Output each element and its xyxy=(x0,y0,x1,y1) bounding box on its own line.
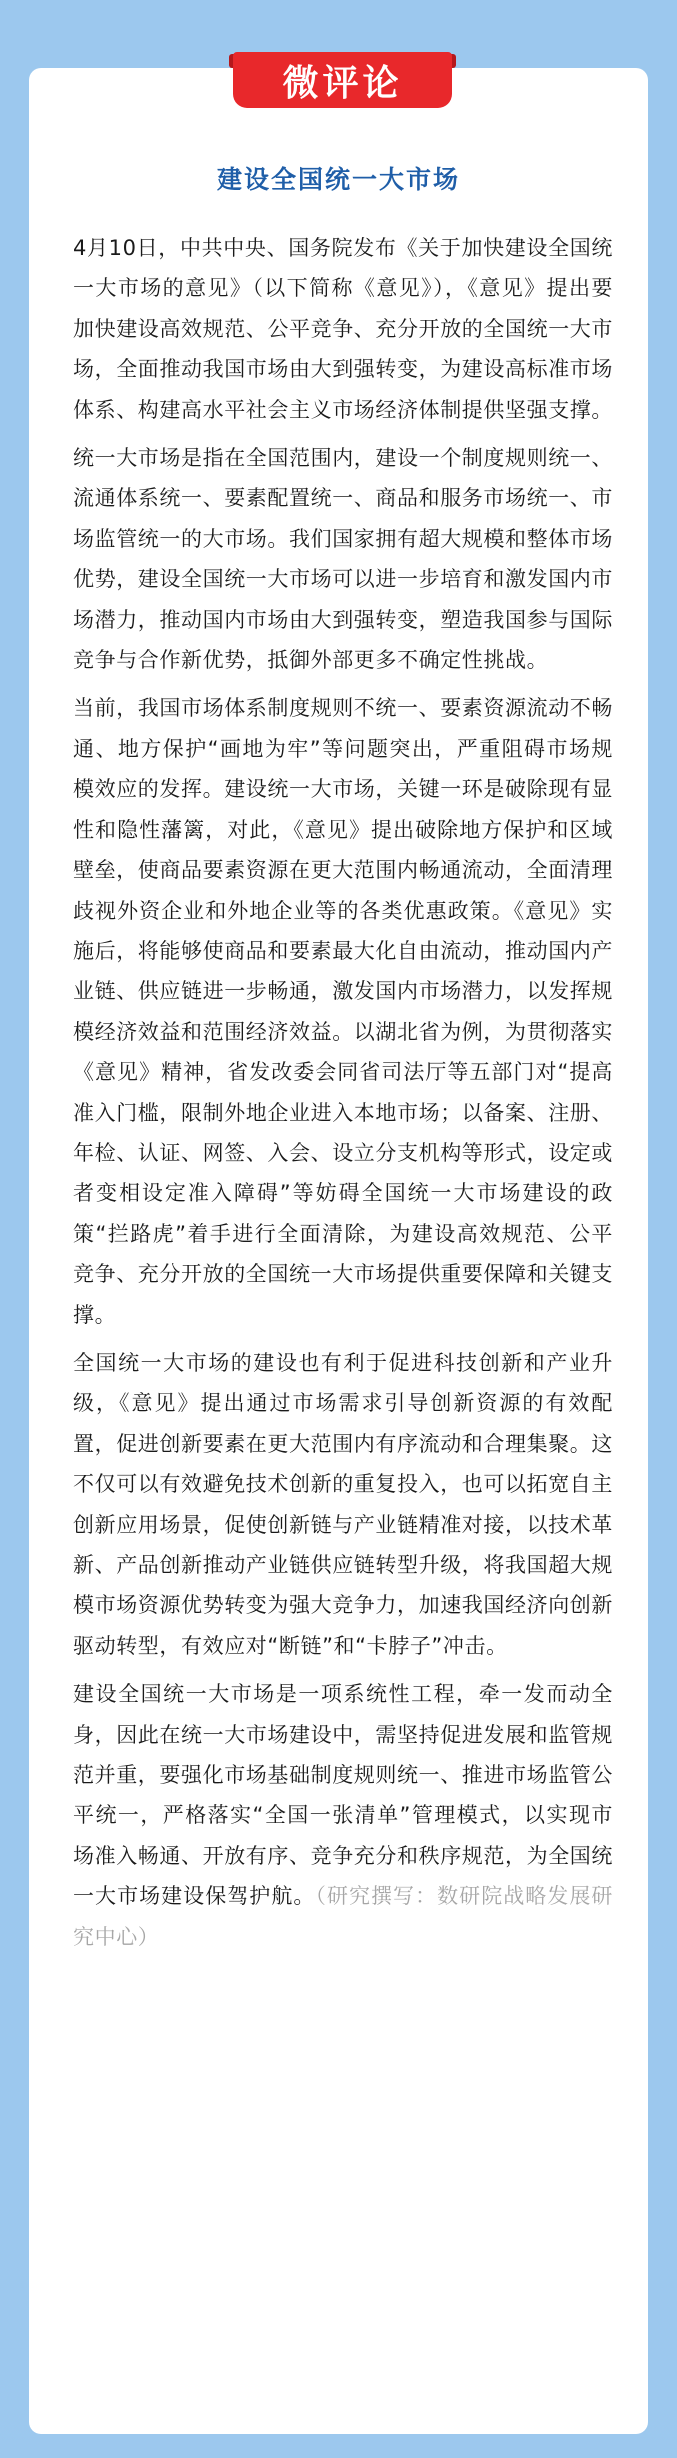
paragraph-3: 当前，我国市场体系制度规则不统一、要素资源流动不畅通、地方保护“画地为牢”等问题突出，严重阻碍市场规模效应的发挥。建设统一大市场，关键一环是破除现有显性和隐性藩篱，对此，《意见》提出破除地方保护和区域壁垒，使商品要素资源在更大范围内畅通流动，全面清理歧视外资企业和外地企业等的各类优惠政策。《意见》实施后，将能够使商品和要素最大化自由流动，推动国内产业链、供应链进一步畅通，激发国内市场潜力，以发挥规模经济效益和范围经济效益。以湖北省为例，为贯彻落实《意见》精神，省发改委会同省司法厅等五部门对“提高准入门槛，限制外地企业进入本地市场；以备案、注册、年检、认证、网签、入会、设立分支机构等形式，设定或者变相设定准入障碍”等妨碍全国统一大市场建设的政策“拦路虎”着手进行全面清除，为建设高效规范、公平竞争、充分开放的全国统一大市场提供重要保障和关键支撑。 xyxy=(73,696,613,1327)
banner-label: 微评论 xyxy=(282,62,403,104)
paragraph-1: 4月10日，中共中央、国务院发布《关于加快建设全国统一大市场的意见》（以下简称《意见》），《意见》提出要加快建设高效规范、公平竞争、充分开放的全国统一大市场，全面推动我国市场由大到强转变，为建设高标准市场体系、构建高水平社会主义市场经济体制提供坚强支撑。 xyxy=(73,236,613,422)
article-body xyxy=(73,228,613,1965)
banner-badge xyxy=(233,52,452,108)
section-banner xyxy=(233,52,452,108)
paragraph-4: 全国统一大市场的建设也有利于促进科技创新和产业升级，《意见》提出通过市场需求引导创新资源的有效配置，促进创新要素在更大范围内有序流动和合理集聚。这不仅可以有效避免技术创新的重复投入，也可以拓宽自主创新应用场景，促使创新链与产业链精准对接，以技术革新、产品创新推动产业链供应链转型升级，将我国超大规模市场资源优势转变为强大竞争力，加速我国经济向创新驱动转型，有效应对“断链”和“卡脖子”冲击。 xyxy=(73,1350,613,1658)
article-card xyxy=(29,68,648,2434)
paragraph-5-text: 建设全国统一大市场是一项系统性工程，牵一发而动全身，因此在统一大市场建设中，需坚持促进发展和监管规范并重，要强化市场基础制度规则统一、推进市场监管公平统一，严格落实“全国一张清单”管理模式，以实现市场准入畅通、开放有序、竞争充分和秩序规范，为全国统一大市场建设保驾护航。 xyxy=(73,1682,613,1909)
article-title: 建设全国统一大市场 xyxy=(216,165,460,194)
byline: （研究撰写：数研院战略发展研究中心） xyxy=(73,1884,613,1949)
paragraph-2: 统一大市场是指在全国范围内，建设一个制度规则统一、流通体系统一、要素配置统一、商品和服务市场统一、市场监管统一的大市场。我们国家拥有超大规模和整体市场优势，建设全国统一大市场可以进一步培育和激发国内市场潜力，推动国内市场由大到强转变，塑造我国参与国际竞争与合作新优势，抵御外部更多不确定性挑战。 xyxy=(73,446,613,673)
paragraph-5 xyxy=(73,1674,613,1957)
